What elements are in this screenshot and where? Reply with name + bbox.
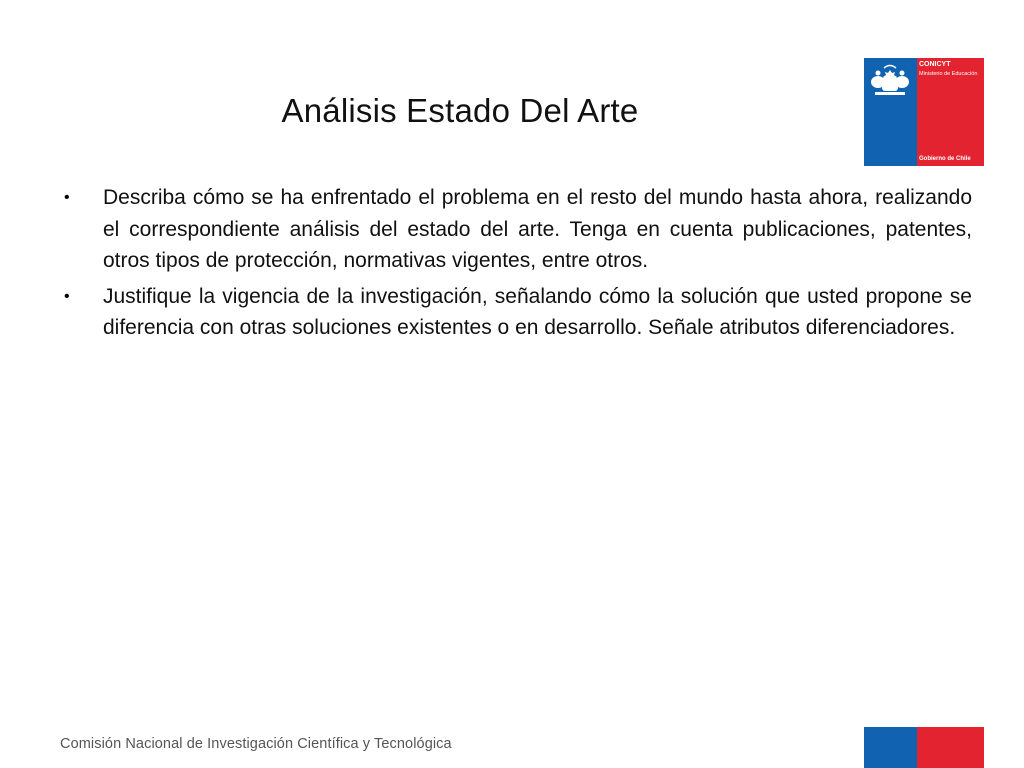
bullet-icon: • <box>64 189 70 206</box>
logo-name: CONICYT <box>919 61 951 68</box>
bullet-text: Justifique la vigencia de la investigación, señalando cómo la solución que usted propone se diferencia con otras soluciones existentes o en desarrollo. Señale atributos diferenciadores. <box>103 284 972 339</box>
footer-institution-name: Comisión Nacional de Investigación Científica y Tecnológica <box>60 736 452 752</box>
coat-of-arms-icon <box>867 64 913 100</box>
footer-flag-red <box>917 727 984 768</box>
bullet-list <box>62 182 972 348</box>
bullet-text: Describa cómo se ha enfrentado el problema en el resto del mundo hasta ahora, realizando el correspondiente análisis del estado del arte. Tenga en cuenta publicaciones, patentes, otros tipos de protección, normativas vigentes, entre otros. <box>103 186 972 272</box>
list-item <box>62 281 972 344</box>
footer-flag-bar <box>864 727 984 768</box>
logo-government-text: Gobierno de Chile <box>919 156 971 162</box>
slide-title: Análisis Estado Del Arte <box>281 92 639 129</box>
list-item <box>62 182 972 277</box>
logo-red-panel <box>917 58 984 166</box>
logo-blue-panel <box>864 58 917 166</box>
logo-subtitle: Ministerio de Educación <box>919 71 978 77</box>
footer-flag-blue <box>864 727 917 768</box>
conicyt-logo <box>864 58 984 166</box>
bullet-icon: • <box>64 287 70 305</box>
